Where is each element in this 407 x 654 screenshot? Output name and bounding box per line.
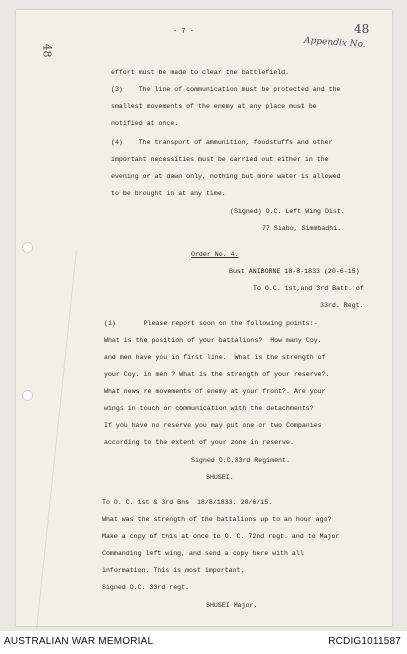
punch-hole-top	[22, 242, 33, 253]
body-line: smallest movements of the enemy at any place must be	[111, 103, 317, 110]
body-line: notified at once.	[111, 120, 179, 127]
order-line: according to the extent of your zone in reserve.	[104, 439, 294, 446]
order-line: What is the position of your battalions? How many Coy.	[104, 337, 322, 344]
order-line: What news re movements of enemy at your front?. Are your	[104, 388, 326, 395]
signature-line: Signed O.C.33rd Regiment.	[191, 457, 290, 464]
message-line: What was the strength of the battalions up to an hour ago?	[102, 516, 332, 523]
footer-reference: RCDIG1011587	[328, 636, 401, 647]
order-title: Order No. 4.	[191, 251, 239, 258]
signature-line: (Signed) O.C. Left Wing Dist.	[230, 208, 345, 215]
message-line: Signed O.C. 33rd regt.	[102, 584, 190, 591]
document-page	[16, 10, 392, 626]
message-line: information. This is most important.	[102, 567, 245, 574]
order-to: To O.C. 1st,and 3rd Batt. of	[253, 285, 364, 292]
order-line: and men have you in first line. What is the strength of	[104, 354, 326, 361]
signature-line: SHUSEI.	[206, 474, 234, 481]
side-folio-number: 48	[40, 43, 54, 58]
footer-institution: AUSTRALIAN WAR MEMORIAL	[4, 636, 154, 647]
order-line: If you have no reserve you may put one or two Companies	[104, 422, 322, 429]
signature-line: SHUSEI Major.	[206, 602, 258, 609]
body-line: (3) The line of communication must be protected and the	[111, 86, 341, 93]
body-line: (4) The transport of ammunition, foodstuffs and other	[111, 139, 333, 146]
body-line: important necessities must be carried out either in the	[111, 156, 329, 163]
message-line: Make a copy of this at once to O. C. 72nd regt. and to Major	[102, 533, 340, 540]
order-line: (1) Please report soon on the following points:-	[104, 320, 318, 327]
order-to: 33rd. Regt.	[320, 302, 364, 309]
body-line: effort must be made to clear the battlefield.	[111, 69, 290, 76]
body-line: to be brought in at any time.	[111, 190, 226, 197]
page-number: - 7 -	[173, 28, 195, 36]
message-line: To O. C. 1st & 3rd Bns 18/8/1833. 20/6/15.	[102, 499, 273, 506]
order-from: Bust ANIBORNE 18-8-1833 (20-6-15)	[229, 268, 360, 275]
folio-number: 48	[354, 22, 370, 36]
order-line: wings in touch or communication with the detachments?	[104, 405, 314, 412]
appendix-note: Appendix No.	[303, 35, 366, 51]
signature-line: 77 Siabo, Simmbadhi.	[262, 225, 342, 232]
message-line: Commanding left wing, and send a copy here with all	[102, 550, 304, 557]
body-line: evening or at dawn only, nothing but more water is allowed	[111, 173, 341, 180]
order-line: your Coy. in men ? What is the strength of your reserve?.	[104, 371, 330, 378]
punch-hole-bottom	[22, 390, 33, 401]
